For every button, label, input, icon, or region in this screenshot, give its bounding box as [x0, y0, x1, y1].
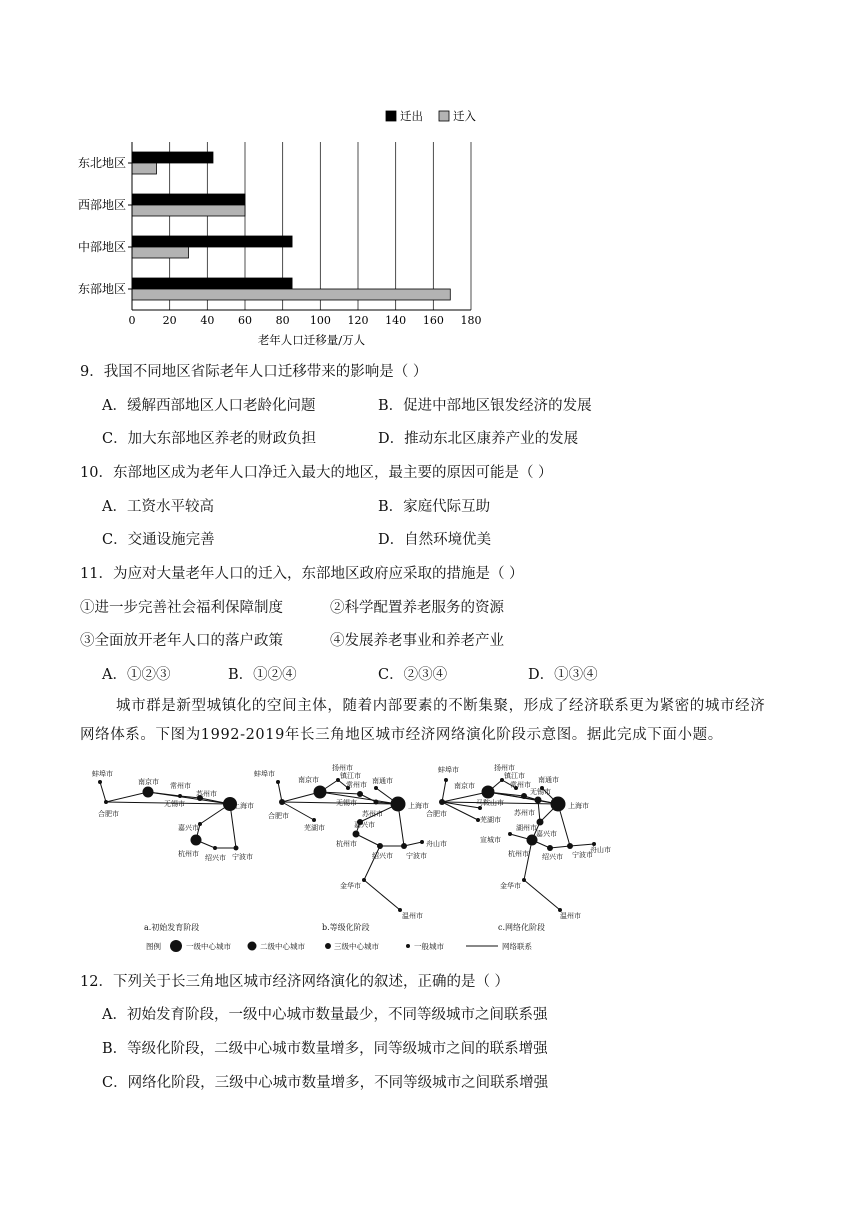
x-tick-label: 0	[128, 314, 136, 327]
city-label: 合肥市	[98, 810, 119, 818]
bar-out	[132, 152, 213, 163]
city-label: 南京市	[454, 782, 475, 790]
legend-label: 迁入	[453, 109, 476, 123]
category-label: 中部地区	[77, 240, 126, 254]
city-label: 镇江市	[504, 772, 525, 780]
q11-statement-2: ②科学配置养老服务的资源	[330, 600, 504, 616]
city-label: 扬州市	[332, 764, 353, 772]
city-label: 常州市	[510, 781, 531, 789]
city-label: 苏州市	[514, 809, 535, 817]
city-label: 上海市	[568, 802, 589, 810]
city-label: 上海市	[233, 802, 254, 810]
q11-statement-3: ③全面放开老年人口的落户政策	[80, 633, 283, 649]
q11-option-d: D．①③④	[528, 667, 598, 683]
city-label: 杭州市	[178, 850, 199, 858]
city-label: 常州市	[170, 782, 191, 790]
bar-in	[132, 205, 245, 216]
city-label: 温州市	[560, 912, 581, 920]
question-9-stem: 9．我国不同地区省际老年人口迁移带来的影响是（ ）	[80, 364, 428, 380]
city-label: 舟山市	[590, 846, 611, 854]
bar-out	[132, 194, 245, 205]
question-10-stem: 10．东部地区成为老年人口净迁入最大的地区，最主要的原因可能是（ ）	[80, 465, 553, 481]
question-12-stem: 12．下列关于长三角地区城市经济网络演化的叙述，正确的是（ ）	[80, 974, 510, 990]
city-network-figure	[70, 760, 630, 960]
q11-statement-4: ④发展养老事业和养老产业	[330, 633, 504, 649]
city-label: 无锡市	[164, 800, 185, 808]
q9-option-b: B．促进中部地区银发经济的发展	[378, 398, 592, 414]
city-label: 宣城市	[480, 836, 501, 844]
city-label: 舟山市	[426, 840, 447, 848]
question-11-stem: 11．为应对大量老年人口的迁入，东部地区政府应采取的措施是（ ）	[80, 566, 524, 582]
city-label: 绍兴市	[372, 852, 393, 860]
city-label: 南京市	[138, 778, 159, 786]
bar-out	[132, 278, 292, 289]
city-label: 绍兴市	[205, 854, 226, 862]
panel-initial-stage	[92, 769, 254, 932]
chart-bars	[132, 152, 450, 300]
panel-caption-b: b.等级化阶段	[322, 923, 370, 932]
city-label: 绍兴市	[542, 853, 563, 861]
chart-legend	[386, 109, 476, 123]
city-label: 金华市	[340, 882, 361, 890]
city-label: 湖州市	[516, 824, 537, 832]
legend-level1: 一级中心城市	[186, 942, 231, 951]
legend-label: 迁出	[400, 109, 423, 123]
q11-option-c: C．②③④	[378, 667, 448, 683]
city-label: 无锡市	[336, 799, 357, 807]
panel-network-stage	[426, 763, 611, 932]
city-label: 合肥市	[426, 810, 447, 818]
q9-option-a: A．缓解西部地区人口老龄化问题	[102, 398, 316, 414]
city-label: 嘉兴市	[536, 830, 557, 838]
city-label: 无锡市	[530, 788, 551, 796]
city-label: 蚌埠市	[438, 766, 459, 774]
x-tick-label: 160	[422, 314, 444, 327]
q10-option-b: B．家庭代际互助	[378, 499, 491, 515]
q9-option-d: D．推动东北区康养产业的发展	[378, 431, 579, 447]
x-tick-label: 180	[460, 314, 482, 327]
panel-caption-a: a.初始发育阶段	[144, 923, 200, 932]
panel-hierarchy-stage	[254, 763, 447, 932]
bar-in	[132, 163, 156, 174]
category-label: 东北地区	[77, 156, 126, 170]
x-tick-label: 100	[309, 314, 331, 327]
legend-ordinary: 一般城市	[414, 942, 444, 951]
q9-option-c: C．加大东部地区养老的财政负担	[102, 431, 317, 447]
legend-link: 网络联系	[502, 942, 532, 951]
city-label: 温州市	[402, 912, 423, 920]
city-label: 苏州市	[362, 810, 383, 818]
q10-option-c: C．交通设施完善	[102, 532, 215, 548]
q11-option-a: A．①②③	[102, 667, 171, 683]
city-label: 南通市	[372, 777, 393, 785]
x-axis-label: 老年人口迁移量/万人	[257, 333, 366, 347]
city-label: 芜湖市	[304, 824, 325, 832]
q12-option-b: B．等级化阶段，二级中心城市数量增多，同等级城市之间的联系增强	[102, 1041, 548, 1057]
city-label: 常州市	[346, 781, 367, 789]
x-tick-label: 80	[275, 314, 290, 327]
city-label: 蚌埠市	[254, 770, 275, 778]
city-label: 马鞍山市	[476, 799, 504, 807]
city-label: 嘉兴市	[178, 824, 199, 832]
legend-swatch	[386, 111, 396, 121]
city-label: 杭州市	[508, 850, 529, 858]
x-tick-label: 40	[200, 314, 215, 327]
migration-bar-chart	[60, 100, 500, 350]
category-label: 西部地区	[77, 198, 126, 212]
network-intro-paragraph: 城市群是新型城镇化的空间主体，随着内部要素的不断集聚，形成了经济联系更为紧密的城市经济网络体系。下图为1992-2019年长三角地区城市经济网络演化阶段示意图。据此完成下面小题。	[80, 698, 766, 743]
category-label: 东部地区	[77, 282, 126, 296]
city-label: 上海市	[408, 802, 429, 810]
city-label: 嘉兴市	[354, 821, 375, 829]
q11-statement-1: ①进一步完善社会福利保障制度	[80, 600, 283, 616]
bar-out	[132, 236, 292, 247]
bar-in	[132, 247, 189, 258]
city-label: 宁波市	[572, 851, 593, 859]
q10-option-d: D．自然环境优美	[378, 532, 492, 548]
city-label: 金华市	[500, 882, 521, 890]
q11-option-b: B．①②④	[228, 667, 297, 683]
city-label: 镇江市	[340, 772, 361, 780]
city-label: 扬州市	[494, 764, 515, 772]
x-tick-label: 120	[347, 314, 369, 327]
legend-level3: 三级中心城市	[334, 942, 379, 951]
legend-level2: 二级中心城市	[260, 942, 305, 951]
city-label: 宁波市	[232, 853, 253, 861]
city-label: 宁波市	[406, 852, 427, 860]
city-label: 苏州市	[196, 790, 217, 798]
x-tick-label: 140	[385, 314, 407, 327]
city-label: 蚌埠市	[92, 770, 113, 778]
city-label: 芜湖市	[480, 816, 501, 824]
bar-in	[132, 289, 450, 300]
q10-option-a: A．工资水平较高	[102, 499, 214, 515]
city-label: 南通市	[538, 776, 559, 784]
q12-option-a: A．初始发育阶段，一级中心城市数量最少，不同等级城市之间联系强	[102, 1007, 548, 1023]
x-tick-label: 60	[238, 314, 252, 327]
x-tick-label: 20	[162, 314, 177, 327]
q12-option-c: C．网络化阶段，三级中心城市数量增多，不同等级城市之间联系增强	[102, 1075, 549, 1091]
city-label: 南京市	[298, 776, 319, 784]
panel-caption-c: c.网络化阶段	[498, 923, 546, 932]
network-legend	[146, 940, 532, 952]
legend-title: 图例	[146, 942, 161, 951]
legend-swatch	[439, 111, 449, 121]
city-label: 杭州市	[336, 840, 357, 848]
city-label: 合肥市	[268, 812, 289, 820]
